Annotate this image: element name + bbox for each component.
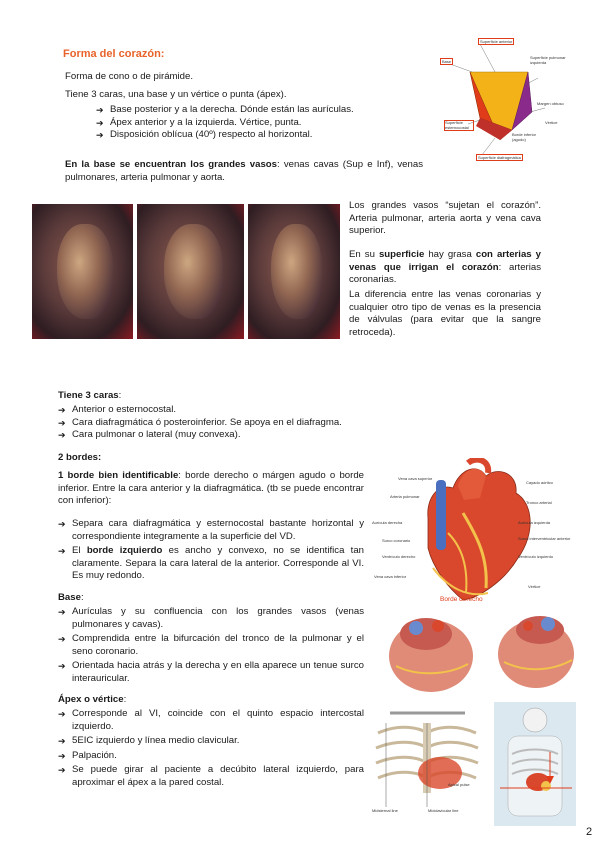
vessels-bold: En la base se encuentran los grandes vasos xyxy=(65,159,277,170)
side-paragraph-3: La diferencia entre las venas coronarias y cualquier otro tipo de venas es la presencia de válvulas (para evitar que la sangre retroceda). xyxy=(349,289,541,338)
heart-label-left-0: Vena cava superior xyxy=(398,476,433,481)
list-item: ➔ Separa cara diafragmática y esternocostal bastante horizontal y correspondiente integramente a la superficie del VD. xyxy=(58,518,364,543)
side-paragraph-2 xyxy=(349,249,541,287)
pyramid-svg xyxy=(440,30,570,165)
heart-base-svg-1 xyxy=(376,606,481,696)
chest-illustration-2 xyxy=(494,702,576,826)
pyramid-label-base: Base xyxy=(442,59,452,64)
heart-base-illustration-2 xyxy=(490,604,582,692)
page-title: Forma del corazón: xyxy=(63,48,165,60)
heart-label-right-1: Tronco arterial xyxy=(526,500,552,505)
heart-label-right-4: Ventrículo izquierdo xyxy=(518,554,554,559)
side-p2-d: con arterias y venas que irrigan el corazón xyxy=(349,249,541,273)
heart-label-right-5: Vértice xyxy=(528,584,541,589)
heart-base-illustration-1 xyxy=(376,606,481,696)
heart-photo-3 xyxy=(248,204,340,339)
list-item: ➔ Aurículas y su confluencia con los grandes vasos (venas pulmonares y cavas). xyxy=(58,606,364,631)
side-p2-e: : arterias coronarias. xyxy=(349,261,541,286)
chest-label-midsternal: Midsternal line xyxy=(372,808,398,813)
caras-heading: Tiene 3 caras: xyxy=(58,390,122,401)
pyramid-label-vertice: Vértice xyxy=(545,120,558,125)
pyramid-label-margen-obtuso: Margen obtuso xyxy=(537,101,564,106)
heart-base-svg-2 xyxy=(490,604,582,692)
apex-heading: Ápex o vértice: xyxy=(58,694,127,705)
list-item: ➔ Se puede girar al paciente a decúbito lateral izquierdo, para aproximar el ápex a la pared costal. xyxy=(58,764,364,789)
heart-photo-1 xyxy=(32,204,133,339)
chest-illustration-1 xyxy=(370,703,484,825)
apex-list xyxy=(58,708,364,790)
heart-label-right-3: Surco interventricular anterior xyxy=(518,536,571,541)
side-p2-b: superficie xyxy=(378,249,425,260)
apex-heading-text: Ápex o vértice xyxy=(58,694,124,705)
heart-label-right-2: Aurícula izquierda xyxy=(518,520,551,525)
list-item: ➔ Disposición oblícua (40º) respecto al horizontal. xyxy=(96,129,436,142)
list-item: ➔ Corresponde al VI, coincide con el quinto espacio intercostal izquierdo. xyxy=(58,708,364,733)
chest-label-apical: Apical pulse xyxy=(448,782,470,787)
list-item: ➔ Ápex anterior y a la izquierda. Vértice, punta. xyxy=(96,117,436,130)
caras-heading-text: Tiene 3 caras xyxy=(58,390,119,401)
caras-list xyxy=(58,404,378,442)
list-item: ➔ Palpación. xyxy=(58,750,364,763)
vessels-rest: : venas cavas (Sup e Inf), venas pulmonares, arteria pulmonar y aorta. xyxy=(65,159,423,183)
list-item xyxy=(58,545,364,583)
pyramid-label-diafragmatica: Superficie diafragmática xyxy=(478,155,521,160)
list-item: ➔ Cara pulmonar o lateral (muy convexa). xyxy=(58,429,378,442)
intro-line2: Tiene 3 caras, una base y un vértice o punta (ápex). xyxy=(65,89,287,100)
bordes-item2-bold: borde izquierdo xyxy=(86,545,163,557)
side-p2-a: En su xyxy=(349,249,379,260)
chest-svg-1 xyxy=(370,703,484,825)
list-item: ➔ 5EIC izquierdo y línea medio clavicular. xyxy=(58,735,364,748)
bordes-list xyxy=(58,518,364,583)
bordes-item2-pre: El xyxy=(72,545,87,557)
heart-label-left-4: Ventrículo derecho xyxy=(382,554,416,559)
side-p2-c: hay grasa xyxy=(424,249,476,260)
page-number: 2 xyxy=(586,826,593,838)
base-heading: Base: xyxy=(58,592,84,603)
pyramid-label-superficie-anterior: Superficie anterior xyxy=(480,39,513,44)
bordes-paragraph xyxy=(58,470,364,508)
list-item: ➔ Base posterior y a la derecha. Dónde están las aurículas. xyxy=(96,104,436,117)
bordes-p1-bold: 1 borde bien identificable xyxy=(58,470,179,481)
bordes-p1-rest: : borde derecho o márgen agudo o borde inferior. Entre la cara anterior y la diafragmática. (tb se puede encontrar con inferior): xyxy=(58,470,364,507)
heart-label-right-0: Cayado aórtico xyxy=(526,480,553,485)
heart-label-left-1: Arteria pulmonar xyxy=(390,494,420,499)
base-list xyxy=(58,606,364,686)
heart-label-left-5: Vena cava inferior xyxy=(374,574,407,579)
pyramid-diagram xyxy=(440,30,570,165)
heart-label-left-2: Aurícula derecha xyxy=(372,520,403,525)
list-item: ➔ Cara diafragmática ó posteroinferior. Se apoya en el diafragma. xyxy=(58,417,378,430)
chest-svg-2 xyxy=(494,702,576,826)
pyramid-label-superficie-pulmonar: Superficie pulmonar izquierda xyxy=(530,55,566,65)
list-item: ➔ Comprendida entre la bifurcación del tronco de la pulmonar y el seno coronario. xyxy=(58,633,364,658)
vessels-paragraph xyxy=(65,159,423,184)
side-paragraph-1: Los grandes vasos “sujetan el corazón”. Arteria pulmonar, arteria aorta y vena cava superior. xyxy=(349,200,541,237)
list-item: ➔ Anterior o esternocostal. xyxy=(58,404,378,417)
borde-derecho-label: Borde derecho xyxy=(440,596,483,603)
intro-line1: Forma de cono o de pirámide. xyxy=(65,71,193,82)
pyramid-label-esternocostal: Superficie esternocostal xyxy=(444,120,474,131)
bordes-item2-rest: es ancho y convexo, no se identifica tan claramente. Separa la cara lateral de la anterior. Corresponde al VI. Es muy redondo. xyxy=(72,545,365,582)
heart-label-left-3: Surco coronario xyxy=(382,538,411,543)
chest-label-midclavicular: Midclavicular line xyxy=(428,808,459,813)
heart-illustration xyxy=(368,458,571,606)
bordes-heading: 2 bordes: xyxy=(58,452,102,463)
list-item: ➔ Orientada hacia atrás y la derecha y en ella aparece un tenue surco interauricular. xyxy=(58,660,364,685)
heart-photo-2 xyxy=(137,204,244,339)
intro-bullets xyxy=(96,104,436,142)
pyramid-label-borde-inferior: Borde inferior (agudo) xyxy=(512,132,537,142)
base-heading-text: Base xyxy=(58,592,81,603)
